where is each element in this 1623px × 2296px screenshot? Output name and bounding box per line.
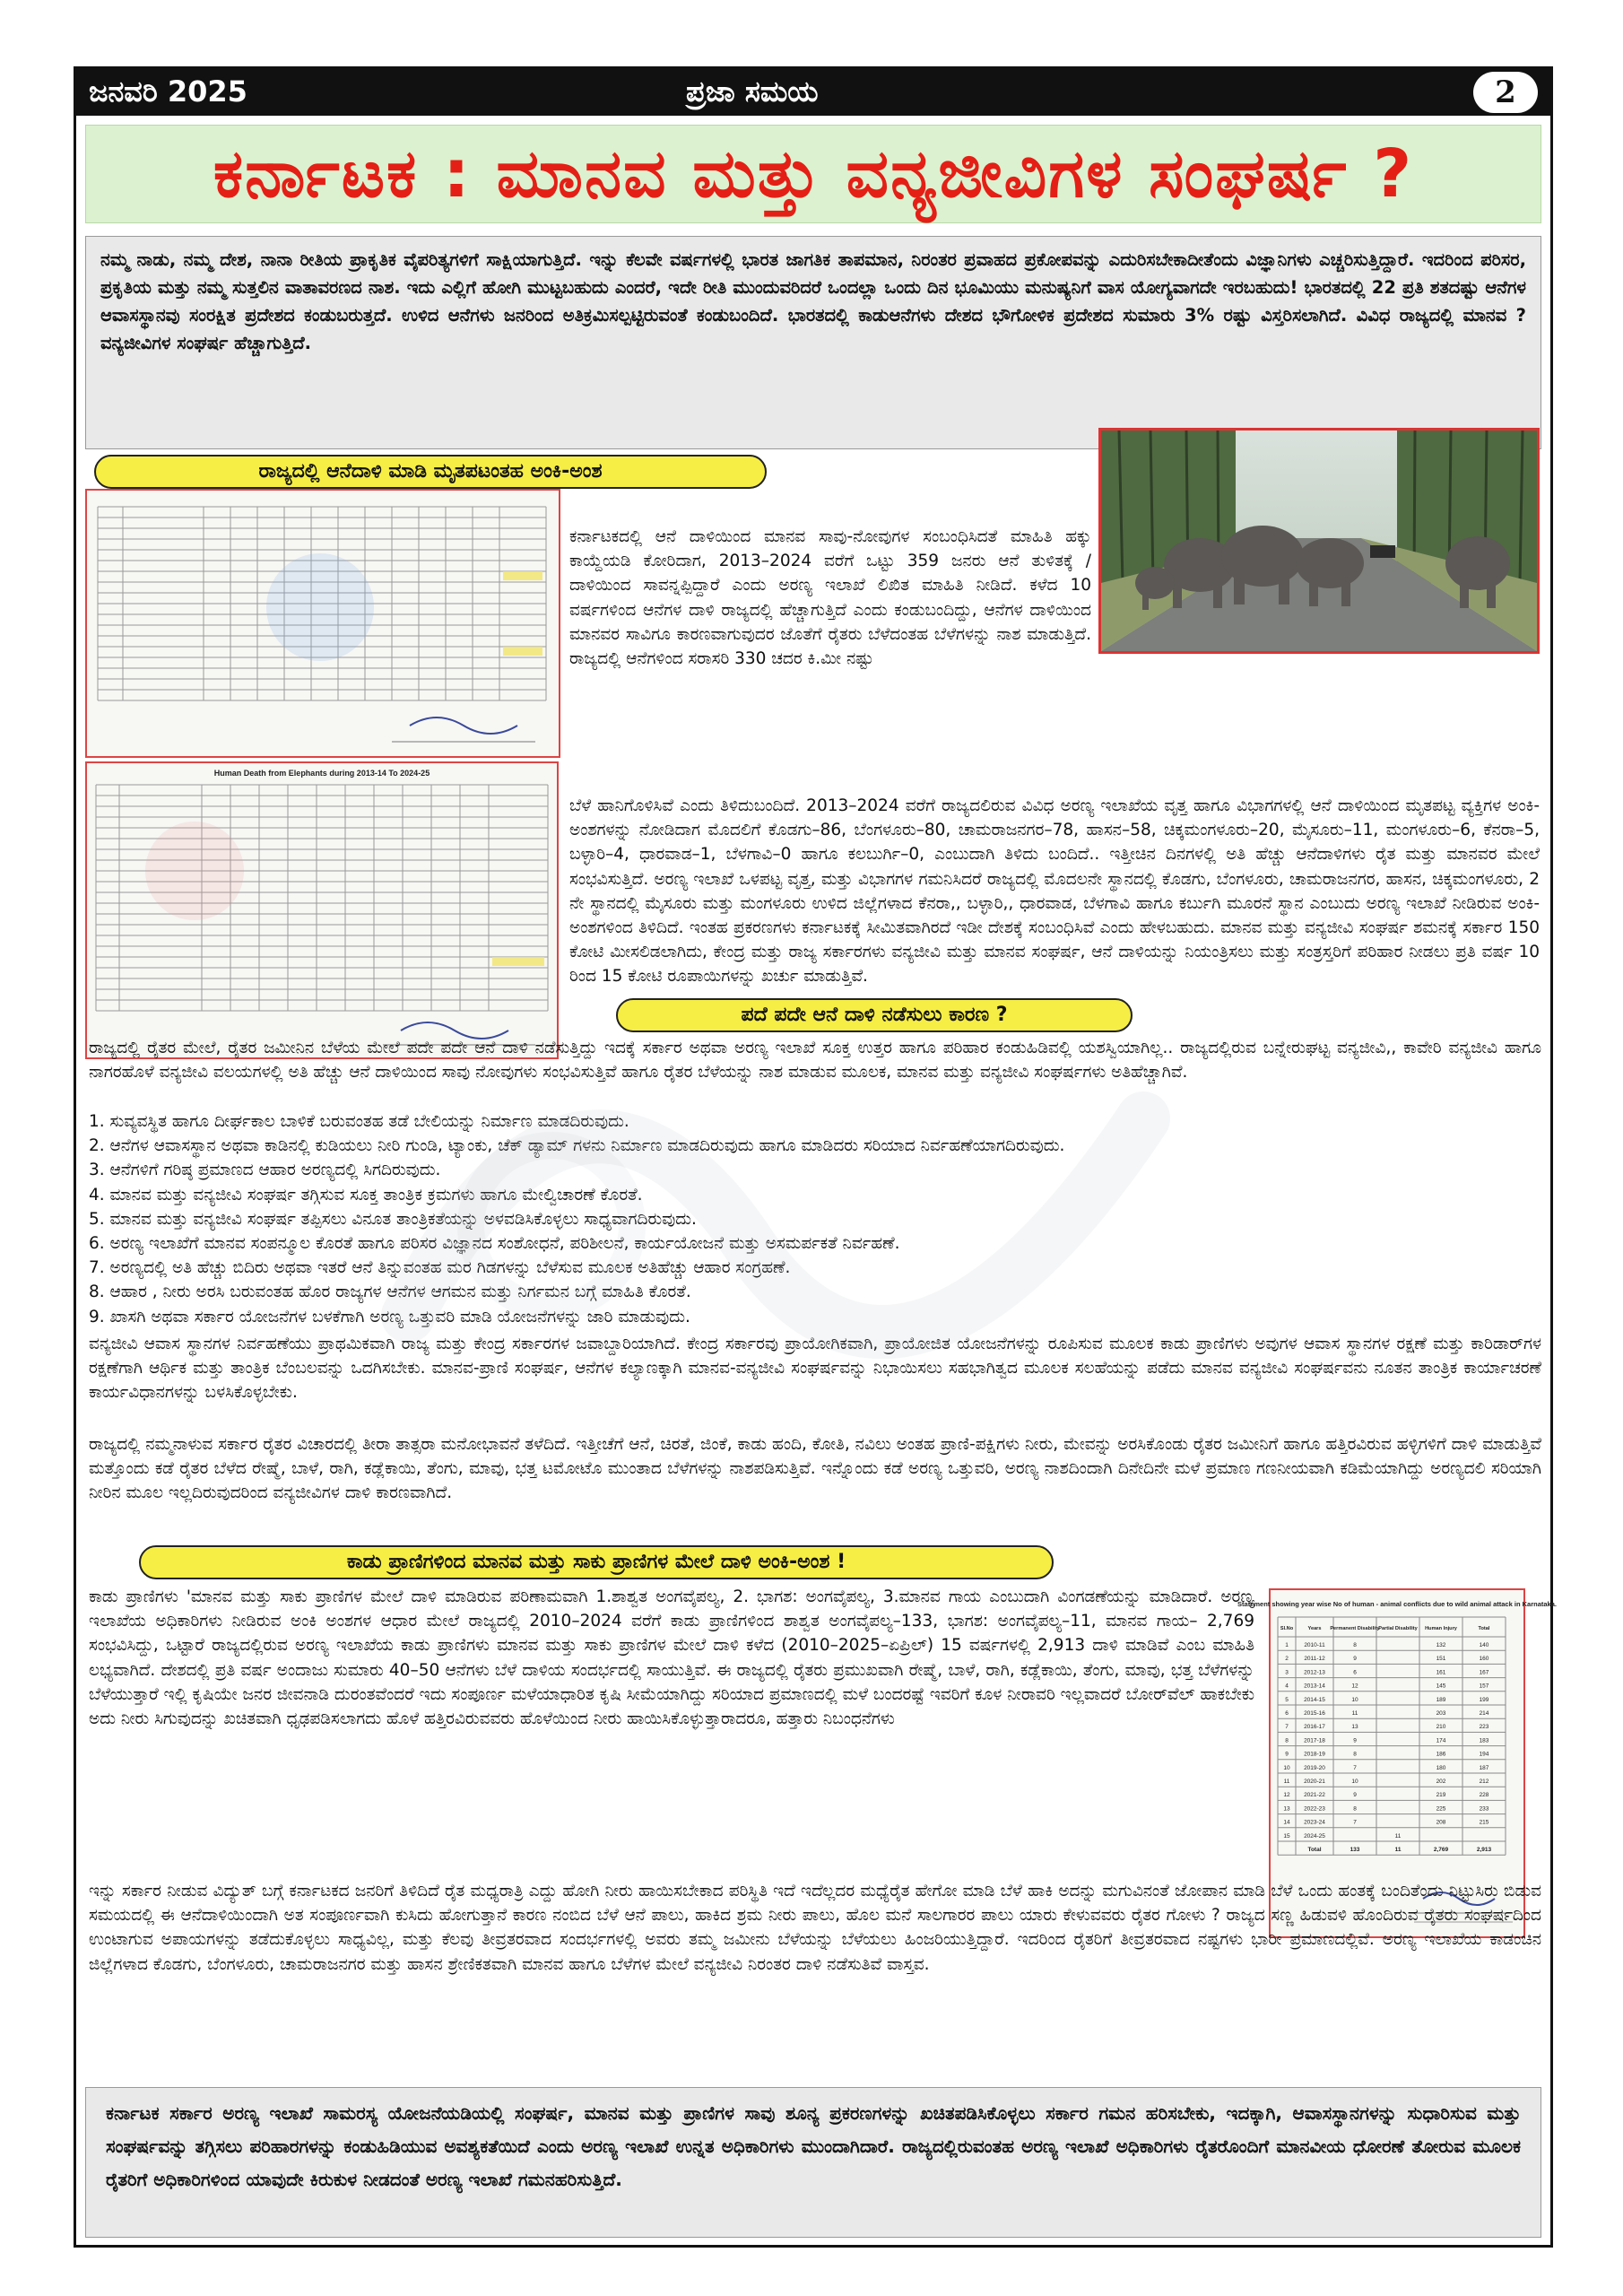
section1-paragraph-wide: ಬೆಳೆ ಹಾನಿಗೊಳಿಸಿವೆ ಎಂದು ತಿಳಿದುಬಂದಿದೆ. 2013–2024 ವರೆಗೆ ರಾಜ್ಯದಲಿರುವ ವಿವಿಧ ಅರಣ್ಯ ಇಲಾಖೆಯ ವೃತ್ತ ಹಾಗೂ ವಿಭಾಗಗಳಲ್ಲಿ ಆನೆ ದಾಳಿಯಿಂದ ಮೃತಪಟ್ಟ ವ್ಯಕ್ತಿಗಳ ಅಂಕಿ-ಅಂಶಗಳನ್ನು ನೋಡಿದಾಗ ಮೊದಲಿಗೆ ಕೊಡಗು–86, ಬೆಂಗಳೂರು–80, ಚಾಮರಾಜನಗರ–78, ಹಾಸನ–58, ಚಿಕ್ಕಮಂಗಳೂರು–20, ಮೈಸೂರು–11, ಮಂಗಳೂರು–6, ಕೆನರಾ–5, ಬಳ್ಳಾರಿ–4, ಧಾರವಾಡ–1, ಬೆಳಗಾವಿ–0 ಹಾಗೂ ಕಲಬುರ್ಗಿ–0, ಎಂಬುದಾಗಿ ತಿಳಿದು ಬಂದಿದೆ.. ಇತ್ತೀಚಿನ ದಿನಗಳಲ್ಲಿ ಅತಿ ಹೆಚ್ಚು ಆನೆದಾಳಿಗಳು ರೈತ ಮತ್ತು ಮಾನವರ ಮೇಲೆ ಸಂಭವಿಸುತ್ತಿದೆ. ಅರಣ್ಯ ಇಲಾಖೆ ಒಳಪಟ್ಟ ವೃತ್ತ, ಮತ್ತು ವಿಭಾಗಗಳ ಗಮನಿಸಿದರೆ ರಾಜ್ಯದಲ್ಲಿ ಮೊದಲನೇ ಸ್ಥಾನದಲ್ಲಿ ಕೊಡಗು, ಬೆಂಗಳೂರು, ಚಾಮರಾಜನಗರ, ಹಾಸನ, ಚಿಕ್ಕಮಂಗಳೂರು, 2 ನೇ ಸ್ಥಾನದಲ್ಲಿ ಮೈಸೂರು ಮತ್ತು ಮಂಗಳೂರು ಉಳಿದ ಜಿಲ್ಲೆಗಳಾದ ಕೆನರಾ,, ಬಳ್ಳಾರಿ,, ಧಾರವಾಡ, ಬೆಳಗಾವಿ ಹಾಗೂ ಕರ್ಬುಗಿ ಮೂರನೆ ಸ್ಥಾನ ಎಂಬುದು ಅರಣ್ಯ ಇಲಾಖೆ ನೀಡಿರುವ ಅಂಕಿ-ಅಂಶಗಳಿಂದ ತಿಳಿದಿದೆ. ಇಂತಹ ಪ್ರಕರಣಗಳು ಕರ್ನಾಟಕಕ್ಕೆ ಸೀಮಿತವಾಗಿರದೆ ಇಡೀ ದೇಶಕ್ಕೆ ಸಂಬಂಧಿಸಿವೆ ಎಂದು ಹೇಳಬಹುದು. ಮಾನವ ಮತ್ತು ವನ್ಯಜೀವಿ ಸಂಘರ್ಷ ಶಮನಕ್ಕೆ ಸರ್ಕಾರ 150 ಕೋಟಿ ಮೀಸಲಿಡಲಾಗಿದು, ಕೇಂದ್ರ ಮತ್ತು ರಾಜ್ಯ ಸರ್ಕಾರಗಳು ವನ್ಯಜೀವಿ ಮತ್ತು ಮಾನವ ಸಂಘರ್ಷ, ಆನೆ ದಾಳಿಯನ್ನು ನಿಯಂತ್ರಿಸಲು ಮತ್ತು ಸಂತ್ರಸ್ತರಿಗೆ ಪರಿಹಾರ ನೀಡಲು ಪ್ರತಿ ವರ್ಷ 10 ರಿಂದ 15 ಕೋಟಿ ರೂಪಾಯಿಗಳನ್ನು ಖರ್ಚು ಮಾಡುತ್ತಿವೆ. — [569, 796, 1540, 987]
list-item: 9. ಖಾಸಗಿ ಅಥವಾ ಸರ್ಕಾರ ಯೋಜನೆಗಳ ಬಳಕೆಗಾಗಿ ಅರಣ್ಯ ಒತ್ತುವರಿ ಮಾಡಿ ಯೋಜನೆಗಳನ್ನು ಜಾರಿ ಮಾಡುವುದು. — [89, 1307, 690, 1326]
table-cell: 225 — [1436, 1805, 1446, 1813]
list-item: 4. ಮಾನವ ಮತ್ತು ವನ್ಯಜೀವಿ ಸಂಘರ್ಷ ತಗ್ಗಿಸುವ ಸೂಕ್ತ ತಾಂತ್ರಿಕ ಕ್ರಮಗಳು ಹಾಗೂ ಮೇಲ್ವಿಚಾರಣೆ ಕೊರತೆ. — [89, 1185, 643, 1205]
publication-name: ಪ್ರಜಾ ಸಮಯ — [686, 74, 819, 109]
table-cell: 208 — [1436, 1819, 1446, 1826]
table-cell: Years — [1307, 1626, 1322, 1631]
table-cell: 2018-19 — [1304, 1751, 1325, 1758]
scan3-title: Statement showing year wise No of human - animal conflicts due to wild animal attack in Karnataka. — [1237, 1600, 1557, 1608]
scanned-table-image — [87, 491, 559, 756]
table-cell: 160 — [1479, 1656, 1489, 1663]
table-cell: Human Injury — [1425, 1626, 1457, 1631]
section2-paragraph-3: ರಾಜ್ಯದಲ್ಲಿ ನಮ್ಮನಾಳುವ ಸರ್ಕಾರ ರೈತರ ವಿಚಾರದಲ್ಲಿ ತೀರಾ ತಾತ್ಸರಾ ಮನೋಭಾವನೆ ತಳೆದಿದೆ. ಇತ್ತೀಚೆಗೆ ಆನೆ, ಚಿರತೆ, ಜಿಂಕೆ, ಕಾಡು ಹಂದಿ, ಕೋತಿ, ನವಿಲು ಅಂತಹ ಪ್ರಾಣಿ-ಪಕ್ಷಿಗಳು ನೀರು, ಮೇವನ್ನು ಅರಸಿಕೊಂಡು ರೈತರ ಜಮೀನಿಗೆ ಹಾಗೂ ಹತ್ತಿರವಿರುವ ಹಳ್ಳಿಗಳಿಗೆ ದಾಳಿ ಮಾಡುತ್ತಿವೆ ಮತ್ತೊಂದು ಕಡೆ ರೈತರ ಬೆಳೆದ ರೇಷ್ಮೆ, ಬಾಳೆ, ರಾಗಿ, ಕಡ್ಲೆಕಾಯಿ, ತೆಂಗು, ಮಾವು, ಭತ್ತ ಟಮೋಟೊ ಮುಂತಾದ ಬೆಳೆಗಳನ್ನು ನಾಶಪಡಿಸುತ್ತಿವೆ. ಇನ್ನೊಂದು ಕಡೆ ಅರಣ್ಯ ಒತ್ತುವರಿ, ಅರಣ್ಯ ನಾಶದಿಂದಾಗಿ ದಿನೇದಿನೇ ಮಳೆ ಪ್ರಮಾಣ ಗಣನೀಯವಾಗಿ ಕಡಿಮೆಯಾಗಿದ್ದು ಅರಣ್ಯದಲಿ ಸರಿಯಾಗಿ ನೀರಿನ ಮೂಲ ಇಲ್ಲದಿರುವುದರಿಂದ ವನ್ಯಜೀವಿಗಳ ದಾಳಿ ಕಾರಣವಾಗಿದೆ. — [89, 1435, 1541, 1503]
table-cell: 2019-20 — [1304, 1764, 1325, 1771]
table-cell: Total — [1478, 1626, 1490, 1631]
section3-paragraph-narrow: ಕಾಡು ಪ್ರಾಣಿಗಳು 'ಮಾನವ ಮತ್ತು ಸಾಕು ಪ್ರಾಣಿಗಳ ಮೇಲೆ ದಾಳಿ ಮಾಡಿರುವ ಪರಿಣಾಮವಾಗಿ 1.ಶಾಶ್ವತ ಅಂಗವೈಪಲ್ಯ, 2. ಭಾಗಶ: ಅಂಗವೈಪಲ್ಯ, 3.ಮಾನವ ಗಾಯ ಎಂಬುದಾಗಿ ವಿಂಗಡಣೆಯನ್ನು ಮಾಡಿದಾರೆ. ಅರಣ್ಯ ಇಲಾಖೆಯ ಅಧಿಕಾರಿಗಳು ನೀಡಿರುವ ಅಂಕಿ ಅಂಶಗಳ ಆಧಾರ ಮೇಲೆ ರಾಜ್ಯದಲ್ಲಿ 2010–2024 ವರೆಗೆ ಕಾಡು ಪ್ರಾಣಿಗಳಿಂದ ಶಾಶ್ವತ ಅಂಗವೈಪಲ್ಯ–133, ಭಾಗಶ: ಅಂಗವೈಪಲ್ಯ–11, ಮಾನವ ಗಾಯ– 2,769 ಸಂಭವಿಸಿದ್ದು, ಒಟ್ಟಾರೆ ರಾಜ್ಯದಲ್ಲಿರುವ ಅರಣ್ಯ ಇಲಾಖೆಯ ಕಾಡು ಪ್ರಾಣಿಗಳು ಮಾನವ ಮತ್ತು ಸಾಕು ಪ್ರಾಣಿಗಳ ಮೇಲೆ ದಾಳಿ ಕಳೆದ (2010–2025–ಏಪ್ರಿಲ್) 15 ವರ್ಷಗಳಲ್ಲಿ 2,913 ದಾಳಿ ಮಾಡಿವೆ ಎಂಬ ಮಾಹಿತಿ ಲಭ್ಯವಾಗಿದೆ. ದೇಶದಲ್ಲಿ ಪ್ರತಿ ವರ್ಷ ಅಂದಾಜು ಸುಮಾರು 40–50 ಆನೆಗಳು ಬೆಳೆ ದಾಳಿಯ ಸಂದರ್ಭದಲ್ಲಿ ಸಾಯುತ್ತಿವೆ. ಈ ರಾಜ್ಯದಲ್ಲಿ ರೈತರು ಪ್ರಮುಖವಾಗಿ ರೇಷ್ಮೆ, ಬಾಳೆ, ರಾಗಿ, ಕಡ್ಲೆಕಾಯಿ, ತೆಂಗು, ಮಾವು, ಭತ್ತ ಬೆಳೆಗಳನ್ನು ಬೆಳೆಯುತ್ತಾರೆ ಇಲ್ಲಿ ಕೃಷಿಯೇ ಜನರ ಜೀವನಾಡಿ ದುರಂತವೆಂದರೆ ಇದು ಸಂಪೂರ್ಣ ಮಳೆಯಾಧಾರಿತ ಕೃಷಿ ಸೀಮೆಯಾಗಿದ್ದು ಸರಿಯಾದ ಪ್ರಮಾಣದಲ್ಲಿ ಮಳೆ ಬಂದರಷ್ಟೆ ಇವರಿಗೆ ಕೂಳ ನೀರಾವರಿ ಇಲ್ಲವಾದರೆ ಬೋರ್‌ವೆಲ್ ಹಾಕಬೇಕು ಅದು ನೀರು ಸಿಗುವುದನ್ನು ಖಚಿತವಾಗಿ ಧೃಢಪಡಿಸಲಾಗದು ಹೊಳೆ ಹತ್ತಿರವಿರುವವರು ಹೊಳೆಯಿಂದ ನೀರು ಹಾಯಿಸಿಕೊಳ್ಳುತ್ತಾರಾದರೂ, ಹತ್ತಾರು ನಿಬಂಧನೆಗಳು — [89, 1587, 1254, 1729]
table-cell: 151 — [1436, 1656, 1446, 1663]
table-cell: 219 — [1436, 1792, 1446, 1799]
table-cell: 2020-21 — [1304, 1779, 1325, 1785]
table-cell: 187 — [1479, 1764, 1489, 1771]
list-item: 2. ಆನೆಗಳ ಆವಾಸಸ್ಥಾನ ಅಥವಾ ಕಾಡಿನಲ್ಲಿ ಕುಡಿಯಲು ನೀರಿ ಗುಂಡಿ, ಟ್ಯಾಂಕು, ಚೆಕ್ ಡ್ಯಾಮ್ ಗಳನು ನಿರ್ಮಾಣ ಮಾಡದಿರುವುದು ಹಾಗೂ ಮಾಡಿದರು ಸರಿಯಾದ ನಿರ್ವಹಣೆಯಾಗದಿರುವುದು. — [89, 1136, 1065, 1156]
section3-heading: ಕಾಡು ಪ್ರಾಣಿಗಳಿಂದ ಮಾನವ ಮತ್ತು ಸಾಕು ಪ್ರಾಣಿಗಳ ಮೇಲೆ ದಾಳಿ ಅಂಕಿ-ಅಂಶ ! — [139, 1545, 1054, 1579]
table-cell: 167 — [1479, 1669, 1489, 1676]
table-cell: 10 — [1283, 1764, 1290, 1771]
table-cell: 174 — [1436, 1737, 1446, 1744]
table-cell: 7 — [1353, 1819, 1357, 1826]
table-cell: 2013-14 — [1304, 1683, 1325, 1690]
table-cell: 8 — [1353, 1751, 1357, 1758]
table-cell: 8 — [1353, 1805, 1357, 1813]
table-cell: 11 — [1394, 1847, 1402, 1853]
table-cell: 157 — [1479, 1683, 1489, 1690]
table-cell: 186 — [1436, 1751, 1446, 1758]
table-cell: Sl.No — [1280, 1626, 1294, 1631]
table-cell: 214 — [1479, 1710, 1489, 1717]
table-cell: 9 — [1353, 1656, 1357, 1663]
table-cell: 9 — [1353, 1792, 1357, 1799]
section2-heading: ಪದೆ ಪದೇ ಆನೆ ದಾಳಿ ನಡೆಸುಲು ಕಾರಣ ? — [616, 998, 1133, 1032]
table-cell: 2015-16 — [1304, 1710, 1325, 1717]
table-cell: 133 — [1350, 1847, 1360, 1853]
table-cell: 2010-11 — [1304, 1642, 1325, 1648]
table-cell: 2 — [1285, 1656, 1289, 1663]
newspaper-page — [74, 66, 1557, 2248]
intro-paragraph: ನಮ್ಮ ನಾಡು, ನಮ್ಮ ದೇಶ, ನಾನಾ ರೀತಿಯ ಪ್ರಾಕೃತಿಕ ವೈಪರಿತ್ಯಗಳಿಗೆ ಸಾಕ್ಷಿಯಾಗುತ್ತಿದೆ. ಇನ್ನು ಕೆಲವೇ ವರ್ಷಗಳಲ್ಲಿ ಭಾರತ ಜಾಗತಿಕ ತಾಪಮಾನ, ನಿರಂತರ ಪ್ರವಾಹದ ಪ್ರಕೋಪವನ್ನು ಎದುರಿಸಬೇಕಾದೀತೆಂದು ವಿಜ್ಞಾನಿಗಳು ಎಚ್ಚರಿಸುತ್ತಿದ್ದಾರೆ. ಇದರಿಂದ ಪರಿಸರ, ಪ್ರಕೃತಿಯ ಮತ್ತು ನಮ್ಮ ಸುತ್ತಲಿನ ವಾತಾವರಣದ ನಾಶ. ಇದು ಎಲ್ಲಿಗೆ ಹೋಗಿ ಮುಟ್ಟಬಹುದು ಎಂದರೆ, ಇದೇ ರೀತಿ ಮುಂದುವರಿದರೆ ಒಂದಲ್ಲಾ ಒಂದು ದಿನ ಭೂಮಿಯು ಮನುಷ್ಯನಿಗೆ ವಾಸ ಯೋಗ್ಯವಾಗದೇ ಇರಬಹುದು! ಭಾರತದಲ್ಲಿ 22 ಪ್ರತಿ ಶತದಷ್ಟು ಆನೆಗಳ ಆವಾಸಸ್ಥಾನವು ಸಂರಕ್ಷಿತ ಪ್ರದೇಶದ ಕಂಡುಬರುತ್ತದೆ. ಉಳಿದ ಆನೆಗಳು ಜನರಿಂದ ಅತಿಕ್ರಮಿಸಲ್ಪಟ್ಟಿರುವಂತೆ ಕಂಡುಬಂದಿದೆ. ಭಾರತದಲ್ಲಿ ಕಾಡುಆನೆಗಳು ದೇಶದ ಭೌಗೋಳಿಕ ಪ್ರದೇಶದ ಸುಮಾರು 3% ರಷ್ಟು ವಿಸ್ತರಿಸಲಾಗಿದೆ. ವಿವಿಧ ರಾಜ್ಯದಲ್ಲಿ ಮಾನವ ?ವನ್ಯಜೀವಿಗಳ ಸಂಘರ್ಷ ಹೆಚ್ಚಾಗುತ್ತಿದೆ. — [85, 236, 1541, 449]
table-cell: 2014-15 — [1304, 1696, 1325, 1703]
table-cell: 13 — [1351, 1724, 1358, 1731]
table-cell: 2021-22 — [1304, 1792, 1325, 1799]
table-cell: 233 — [1479, 1805, 1489, 1813]
table-cell: 2012-13 — [1304, 1669, 1325, 1676]
table-cell: 14 — [1283, 1819, 1290, 1826]
scanned-table-image — [87, 763, 557, 1057]
table-cell: 161 — [1436, 1669, 1446, 1676]
section2-intro: ರಾಜ್ಯದಲ್ಲಿ ರೈತರ ಮೇಲೆ, ರೈತರ ಜಮೀನಿನ ಬೆಳೆಯ ಮೇಲೆ ಪದೇ ಪದೇ ಆನೆ ದಾಳಿ ನಡೆಸುತ್ತಿದ್ದು ಇದಕ್ಕೆ ಸರ್ಕಾರ ಅಥವಾ ಅರಣ್ಯ ಇಲಾಖೆ ಸೂಕ್ತ ಉತ್ತರ ಹಾಗೂ ಪರಿಹಾರ ಕಂಡುಹಿಡಿವಲ್ಲಿ ಯಶಸ್ವಿಯಾಗಿಲ್ಲ.. ರಾಜ್ಯದಲ್ಲಿರುವ ಬನ್ನೇರುಘಟ್ಟ ವನ್ಯಜೀವಿ,, ಕಾವೇರಿ ವನ್ಯಜೀವಿ ಹಾಗೂ ನಾಗರಹೊಳೆ ವನ್ಯಜೀವಿ ವಲಯಗಳಲ್ಲಿ ಅತಿ ಹೆಚ್ಚು ಆನೆ ದಾಳಿಯಿಂದ ಸಾವು ನೋವುಗಳು ಸಂಭವಿಸುತ್ತಿವೆ ಹಾಗೂ ರೈತರ ಬೆಳೆಯನ್ನು ನಾಶ ಮಾಡುವ ಮೂಲಕ, ಮಾನವ ಮತ್ತು ವನ್ಯಜೀವಿ ಸಂಘರ್ಷಗಳು ಅತಿಹೆಚ್ಚಾಗಿವೆ. — [89, 1039, 1541, 1083]
table-cell: 2024-25 — [1304, 1832, 1325, 1839]
table-cell: 13 — [1283, 1805, 1290, 1813]
table-cell: 12 — [1351, 1683, 1358, 1690]
section1-heading: ರಾಜ್ಯದಲ್ಲಿ ಆನೆದಾಳಿ ಮಾಡಿ ಮೃತಪಟಂತಹ ಅಂಕಿ-ಅಂಶ — [94, 455, 767, 489]
table-cell: Total — [1307, 1847, 1322, 1853]
table-cell: 6 — [1353, 1669, 1357, 1676]
table-cell: 10 — [1351, 1779, 1358, 1785]
rti-table-scan-2 — [85, 761, 559, 1059]
section3-paragraph-wide: ಇನ್ನು ಸರ್ಕಾರ ನೀಡುವ ವಿದ್ಯುತ್ ಬಗ್ಗೆ ಕರ್ನಾಟಕದ ಜನರಿಗೆ ತಿಳಿದಿದೆ ರೈತ ಮಧ್ಯರಾತ್ರಿ ಎದ್ದು ಹೋಗಿ ನೀರು ಹಾಯಿಸಬೇಕಾದ ಪರಿಸ್ಥಿತಿ ಇದೆ ಇದೆಲ್ಲದರ ಮಧ್ಯೆರೈತ ಹೇಗೋ ಮಾಡಿ ಬೆಳೆ ಹಾಕಿ ಅದನ್ನು ಮಗುವಿನಂತೆ ಜೋಪಾನ ಮಾಡಿ ಬೆಳೆ ಒಂದು ಹಂತಕ್ಕೆ ಬಂದಿತೆಂದು ನಿಟ್ಟುಸಿರು ಬಿಡುವ ಸಮಯದಲ್ಲಿ ಈ ಆನೆದಾಳಿಯಿಂದಾಗಿ ಅತ ಸಂಪೂರ್ಣವಾಗಿ ಕುಸಿದು ಹೋಗುತ್ತಾನೆ ಕಾರಣ ನಂಬಿದ ಬೆಳೆ ಆನೆ ಪಾಲು, ಹಾಕಿದ ಶ್ರಮ ನೀರು ಪಾಲು, ಹೊಲ ಮನೆ ಸಾಲಗಾರರ ಪಾಲು ಯಾರು ಕೇಳುವವರು ರೈತರ ಗೋಳು ? ರಾಜ್ಯದ ಸಣ್ಣ ಹಿಡುವಳಿ ಹೊಂದಿರುವ ರೈತರು ಸಂಘರ್ಷದಿಂದ ಉಂಟಾಗುವ ಅಪಾಯಗಳನ್ನು ತಡೆದುಕೊಳ್ಳಲು ಸಾಧ್ಯವಿಲ್ಲ, ಮತ್ತು ಕೆಲವು ತೀವ್ರತರವಾದ ಸಂದರ್ಭಗಳಲ್ಲಿ ಅವರು ತಮ್ಮ ಜಮೀನು ಬೆಳೆಯನ್ನು ಬೆಳೆಯಲು ಹಿಂಜರಿಯುತ್ತಿದ್ದಾರೆ. ಇದರಿಂದ ರೈತರಿಗೆ ತೀವ್ರತರವಾದ ನಷ್ಟಗಳು ಭಾರೀ ಪ್ರಮಾಣದಲ್ಲಿವೆ. ಅರಣ್ಯ ಇಲಾಖೆಯ ಕಾಡಂಚಿನ ಜಿಲ್ಲೆಗಳಾದ ಕೊಡಗು, ಬೆಂಗಳೂರು, ಚಾಮರಾಜನಗರ ಮತ್ತು ಹಾಸನ ಶ್ರೇಣಿಕತವಾಗಿ ಮಾನವ ಹಾಗೂ ಬೆಳೆಗಳ ಮೇಲೆ ವನ್ಯಜೀವಿ ನಿರಂತರ ದಾಳಿ ನಡೆಸುತಿವೆ ವಾಸ್ತವ. — [89, 1882, 1541, 1974]
table-cell: 183 — [1479, 1737, 1489, 1744]
table-cell: 223 — [1479, 1724, 1489, 1731]
table-cell: 2,913 — [1476, 1847, 1492, 1853]
table-cell: 15 — [1283, 1832, 1290, 1839]
reasons-list — [89, 1109, 1541, 1329]
table-cell: 10 — [1351, 1696, 1358, 1703]
rti-table-scan-1 — [85, 489, 560, 758]
table-cell: 9 — [1285, 1751, 1289, 1758]
table-cell: 202 — [1436, 1779, 1446, 1785]
table-cell: 11 — [1394, 1832, 1402, 1839]
section1-paragraph-narrow: ಕರ್ನಾಟಕದಲ್ಲಿ ಆನೆ ದಾಳಿಯಿಂದ ಮಾನವ ಸಾವು-ನೋವುಗಳ ಸಂಬಂಧಿಸಿದತೆ ಮಾಹಿತಿ ಹಕ್ಕು ಕಾಯ್ದೆಯಡಿ ಕೋರಿದಾಗ, 2013–2024 ವರೆಗೆ ಒಟ್ಟು 359 ಜನರು ಆನೆ ತುಳಿತಕ್ಕೆ / ದಾಳಿಯಿಂದ ಸಾವನ್ನಪ್ಪಿದ್ದಾರೆ ಎಂದು ಅರಣ್ಯ ಇಲಾಖೆ ಲಿಖಿತ ಮಾಹಿತಿ ನೀಡಿದೆ. ಕಳೆದ 10 ವರ್ಷಗಳಿಂದ ಆನೆಗಳ ದಾಳಿ ರಾಜ್ಯದಲ್ಲಿ ಹೆಚ್ಚಾಗುತ್ತಿದೆ ಎಂದು ಕಂಡುಬಂದಿದ್ದು, ಆನೆಗಳ ದಾಳಿಯಿಂದ ಮಾನವರ ಸಾವಿಗೂ ಕಾರಣವಾಗುವುದರ ಜೊತೆಗೆ ರೈತರು ಬೆಳೆದಂತಹ ಬೆಳೆಗಳನ್ನು ನಾಶ ಮಾಡುತ್ತಿದೆ. ರಾಜ್ಯದಲ್ಲಿ ಆನೆಗಳಿಂದ ಸರಾಸರಿ 330 ಚದರ ಕಿ.ಮೀ ನಷ್ಟು — [569, 527, 1091, 669]
issue-date: ಜನವರಿ 2025 — [89, 74, 247, 109]
table-cell: 203 — [1436, 1710, 1446, 1717]
table-cell: 140 — [1479, 1642, 1489, 1648]
table-cell: 2022-23 — [1304, 1805, 1325, 1813]
table-cell: 5 — [1285, 1696, 1289, 1703]
headline: ಕರ್ನಾಟಕ : ಮಾನವ ಮತ್ತು ವನ್ಯಜೀವಿಗಳ ಸಂಘರ್ಷ ? — [85, 125, 1541, 223]
elephant-road-photo — [1098, 428, 1540, 654]
table-cell: 7 — [1285, 1724, 1289, 1731]
table-cell: Partial Disability — [1378, 1626, 1418, 1631]
list-item: 5. ಮಾನವ ಮತ್ತು ವನ್ಯಜೀವಿ ಸಂಘರ್ಷ ತಪ್ಪಿಸಲು ವಿನೂತ ತಾಂತ್ರಿಕತೆಯನ್ನು ಅಳವಡಿಸಿಕೊಳ್ಳಲು ಸಾಧ್ಯವಾಗದಿರುವುದು. — [89, 1209, 697, 1229]
table-cell: 2,769 — [1433, 1847, 1449, 1853]
table-cell: 11 — [1351, 1710, 1358, 1717]
table-cell: 189 — [1436, 1696, 1446, 1703]
table-cell: 9 — [1353, 1737, 1357, 1744]
table-cell: 3 — [1285, 1669, 1289, 1676]
scan2-title: Human Death from Elephants during 2013-14 To 2024-25 — [213, 769, 430, 778]
table-cell: 210 — [1436, 1724, 1446, 1731]
table-cell: 7 — [1353, 1764, 1357, 1771]
table-cell: 6 — [1285, 1710, 1289, 1717]
elephants-crossing-road-image — [1101, 430, 1537, 651]
list-item: 8. ಆಹಾರ , ನೀರು ಅರಸಿ ಬರುವಂತಹ ಹೊರ ರಾಜ್ಯಗಳ ಆನೆಗಳ ಆಗಮನ ಮತ್ತು ನಿರ್ಗಮನ ಬಗ್ಗೆ ಮಾಹಿತಿ ಕೊರತೆ. — [89, 1283, 691, 1302]
list-item: 6. ಅರಣ್ಯ ಇಲಾಖೆಗೆ ಮಾನವ ಸಂಪನ್ಮೂಲ ಕೊರತೆ ಹಾಗೂ ಪರಿಸರ ವಿಜ್ಞಾನದ ಸಂಶೋಧನೆ, ಪರಿಶೀಲನೆ, ಕಾರ್ಯಯೋಜನೆ ಮತ್ತು ಅಸಮರ್ಪಕತೆ ನಿರ್ವಹಣೆ. — [89, 1234, 900, 1254]
table-cell: 180 — [1436, 1764, 1446, 1771]
list-item: 1. ಸುವ್ಯವಸ್ಥಿತ ಹಾಗೂ ದೀರ್ಘಕಾಲ ಬಾಳಿಕೆ ಬರುವಂತಹ ತಡೆ ಬೇಲಿಯನ್ನು ನಿರ್ಮಾಣ ಮಾಡದಿರುವುದು. — [89, 1112, 629, 1131]
list-item: 7. ಅರಣ್ಯದಲ್ಲಿ ಅತಿ ಹೆಚ್ಚು ಬಿದಿರು ಅಥವಾ ಇತರೆ ಆನೆ ತಿನ್ನುವಂತಹ ಮರ ಗಿಡಗಳನ್ನು ಬೆಳೆಸುವ ಮೂಲಕ ಅತಿಹೆಚ್ಚು ಆಹಾರ ಸಂಗ್ರಹಣೆ. — [89, 1258, 791, 1278]
table-cell: Permanent Disability — [1330, 1626, 1380, 1631]
table-cell: 145 — [1436, 1683, 1446, 1690]
masthead — [76, 69, 1550, 116]
page-number: 2 — [1473, 72, 1538, 113]
table-cell: 8 — [1285, 1737, 1289, 1744]
list-item: 3. ಆನೆಗಳಿಗೆ ಗರಿಷ್ಠ ಪ್ರಮಾಣದ ಆಹಾರ ಅರಣ್ಯದಲ್ಲಿ ಸಿಗದಿರುವುದು. — [89, 1161, 441, 1180]
table-cell: 4 — [1285, 1683, 1289, 1690]
table-cell: 132 — [1436, 1642, 1446, 1648]
table-cell: 2023-24 — [1304, 1819, 1325, 1826]
table-cell: 212 — [1479, 1779, 1489, 1785]
table-cell: 1 — [1285, 1642, 1289, 1648]
closing-callout: ಕರ್ನಾಟಕ ಸರ್ಕಾರ ಅರಣ್ಯ ಇಲಾಖೆ ಸಾಮರಸ್ಯ ಯೋಜನೆಯಡಿಯಲ್ಲಿ ಸಂಘರ್ಷ, ಮಾನವ ಮತ್ತು ಪ್ರಾಣಿಗಳ ಸಾವು ಶೂನ್ಯ ಪ್ರಕರಣಗಳನ್ನು ಖಚಿತಪಡಿಸಿಕೊಳ್ಳಲು ಸರ್ಕಾರ ಗಮನ ಹರಿಸಬೇಕು, ಇದಕ್ಕಾಗಿ, ಆವಾಸಸ್ಥಾನಗಳನ್ನು ಸುಧಾರಿಸುವ ಮತ್ತು ಸಂಘರ್ಷವನ್ನು ತಗ್ಗಿಸಲು ಪರಿಹಾರಗಳನ್ನು ಕಂಡುಹಿಡಿಯುವ ಅವಶ್ಯಕತೆಯಿದೆ ಎಂದು ಅರಣ್ಯ ಇಲಾಖೆ ಉನ್ನತ ಅಧಿಕಾರಿಗಳು ಮುಂದಾಗಿದಾರೆ. ರಾಜ್ಯದಲ್ಲಿರುವಂತಹ ಅರಣ್ಯ ಇಲಾಖೆ ಅಧಿಕಾರಿಗಳು ರೈತರೊಂದಿಗೆ ಮಾನವೀಯ ಧೋರಣೆ ತೋರುವ ಮೂಲಕ ರೈತರಿಗೆ ಅಧಿಕಾರಿಗಳಿಂದ ಯಾವುದೇ ಕಿರುಕುಳ ನೀಡದಂತೆ ಅರಣ್ಯ ಇಲಾಖೆ ಗಮನಹರಿಸುತ್ತಿದೆ. — [85, 2087, 1541, 2238]
table-cell: 2017-18 — [1304, 1737, 1325, 1744]
table-cell: 2011-12 — [1304, 1656, 1325, 1663]
table-cell: 194 — [1479, 1751, 1489, 1758]
table-cell: 199 — [1479, 1696, 1489, 1703]
table-cell: 2016-17 — [1304, 1724, 1325, 1731]
table-cell: 228 — [1479, 1792, 1489, 1799]
table-cell: 215 — [1479, 1819, 1489, 1826]
table-cell: 8 — [1353, 1642, 1357, 1648]
table-cell: 12 — [1283, 1792, 1290, 1799]
section2-paragraph-2: ವನ್ಯಜೀವಿ ಆವಾಸ ಸ್ಥಾನಗಳ ನಿರ್ವಹಣೆಯು ಪ್ರಾಥಮಿಕವಾಗಿ ರಾಜ್ಯ ಮತ್ತು ಕೇಂದ್ರ ಸರ್ಕಾರಗಳ ಜವಾಬ್ದಾರಿಯಾಗಿದೆ. ಕೇಂದ್ರ ಸರ್ಕಾರವು ಪ್ರಾಯೋಗಿಕವಾಗಿ, ಪ್ರಾಯೋಜಿತ ಯೋಜನೆಗಳನ್ನು ರೂಪಿಸುವ ಮೂಲಕ ಕಾಡು ಪ್ರಾಣಿಗಳು ಅವುಗಳ ಆವಾಸ ಸ್ಥಾನಗಳ ರಕ್ಷಣೆ ಮತ್ತು ಕಾರಿಡಾರ್‌ಗಳ ರಕ್ಷಣೆಗಾಗಿ ಆರ್ಥಿಕ ಮತ್ತು ತಾಂತ್ರಿಕ ಬೆಂಬಲವನ್ನು ಒದಗಿಸಬೇಕು. ಮಾನವ-ಪ್ರಾಣಿ ಸಂಘರ್ಷ, ಆನೆಗಳ ಕಲ್ಯಾಣಕ್ಕಾಗಿ ಮಾನವ-ವನ್ಯಜೀವಿ ಸಂಘರ್ಷವನ್ನು ನಿಭಾಯಿಸಲು ಸಹಭಾಗಿತ್ವದ ಮೂಲಕ ಸಲಹೆಯನ್ನು ಪಡೆದು ಮಾನವ ವನ್ಯಜೀವಿ ಸಂಘರ್ಷವನು ನೂತನ ತಾಂತ್ರಿಕ ಕಾರ್ಯಾಚರಣೆ ಕಾರ್ಯವಿಧಾನಗಳನ್ನು ಬಳಸಿಕೊಳ್ಳಬೇಕು. — [89, 1335, 1541, 1403]
table-cell: 11 — [1283, 1779, 1290, 1785]
